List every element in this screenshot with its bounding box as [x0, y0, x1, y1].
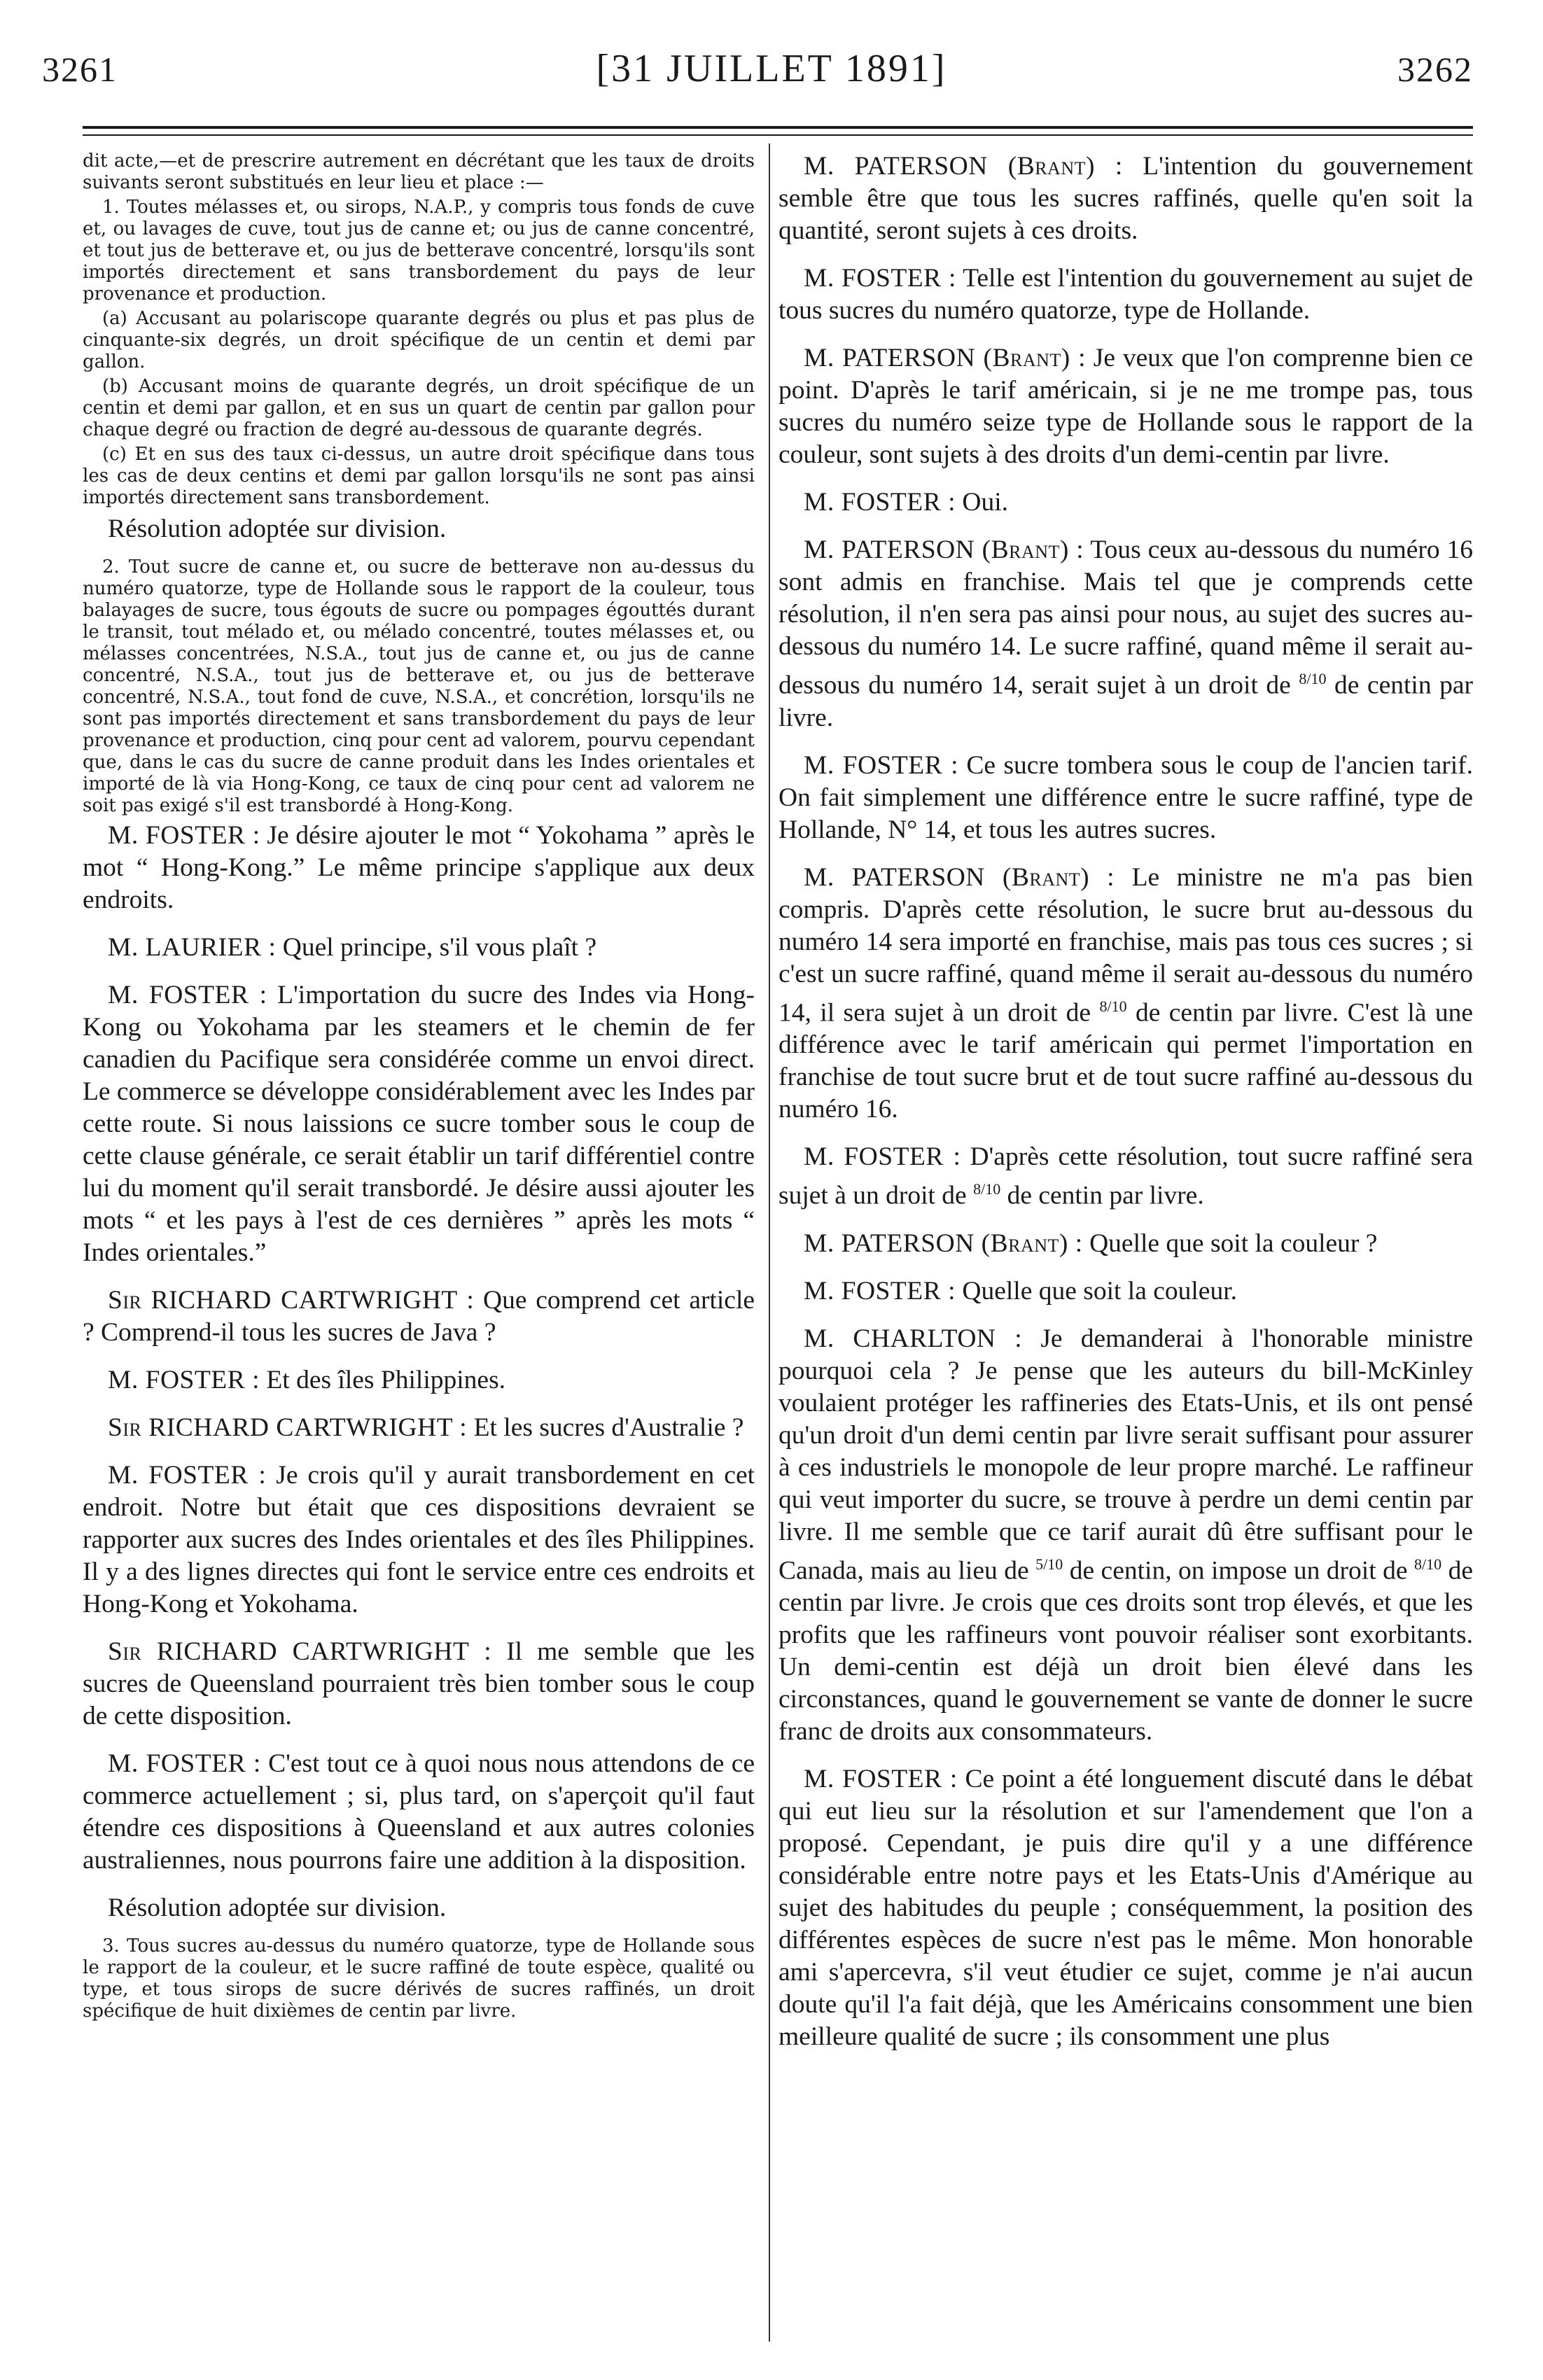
- speech-text: L'intention du gouvernement semble être que tous les sucres raffinés, quelle qu'en soit la quantité, seront sujets à ces droits.: [779, 152, 1473, 245]
- speech-text: Quel principe, s'il vous plaît ?: [282, 933, 597, 962]
- item-3: 3. Tous sucres au-dessus du numéro quatorze, type de Hollande sous le rapport de la couleur, et le sucre raffiné de toute espèce, qualité ou type, et tous sirops de sucre dérivés de sucres raffinés, un droit spécifique de huit dixièmes de centin par livre.: [83, 1935, 755, 2022]
- speaker-name: M. PATERSON (Brant) :: [804, 1228, 1083, 1258]
- speech-paragraph: [779, 342, 1473, 471]
- speaker-name: M. PATERSON (Brant) :: [804, 862, 1115, 892]
- speaker-name: M. FOSTER :: [804, 488, 956, 517]
- item-1c: (c) Et en sus des taux ci-dessus, un autre droit spécifique dans tous les cas de deux centins et demi par gallon lorsqu'ils ne sont pas ainsi importés directement sans transbordement.: [83, 444, 755, 508]
- resolution-adopted-2: Résolution adoptée sur division.: [108, 1893, 447, 1922]
- speech-paragraph: [779, 1323, 1473, 1749]
- speech-text: C'est tout ce à quoi nous nous attendons de ce commerce actuellement ; si, plus tard, on s'aperçoit qu'il faut étendre ces dispositions à Queensland et aux autres colonies australiennes, nous pourrons faire une addition à la disposition.: [83, 1749, 755, 1875]
- speech-paragraph: [83, 1748, 755, 1877]
- speaker-name: M. PATERSON (Brant) :: [804, 152, 1123, 181]
- item-1: 1. Toutes mélasses et, ou sirops, N.A.P., y compris tous fonds de cuve et, ou lavages de cuve, tout jus de canne et; ou jus de canne concentré, et tout jus de betterave et, ou jus de betterave concentré, lorsqu'ils sont importés directement et sans transbordement du pays de leur provenance et production.: [83, 197, 755, 304]
- speaker-name: M. LAURIER :: [108, 933, 277, 962]
- speaker-name: M. FOSTER :: [804, 750, 959, 780]
- speech-paragraph: [83, 1364, 755, 1396]
- page-header: [0, 0, 1543, 133]
- speaker-name: M. PATERSON (Brant) :: [804, 344, 1086, 372]
- speech-text: Que comprend cet article ? Comprend-il tous les sucres de Java ?: [83, 1286, 755, 1347]
- header-rule-thin: [83, 134, 1473, 136]
- speech-text: Il me semble que les sucres de Queensland pourraient très bien tomber sous le coup de cette disposition.: [83, 1637, 755, 1730]
- speech-paragraph: [779, 1275, 1473, 1308]
- right-page-number: 3262: [1397, 50, 1473, 89]
- resolution-adopted-1: Résolution adoptée sur division.: [108, 514, 447, 543]
- fraction: 8/10: [1099, 997, 1127, 1015]
- speech-text: D'après cette résolution, tout sucre raffiné sera sujet à un droit de: [779, 1142, 1473, 1210]
- speech-paragraph: [83, 932, 755, 964]
- speech-paragraph: [779, 262, 1473, 327]
- speech-paragraph: [779, 534, 1473, 734]
- speech-paragraph: [779, 1763, 1473, 2053]
- speaker-name: M. FOSTER :: [108, 1366, 260, 1394]
- column-divider: [769, 144, 770, 2342]
- fraction: 8/10: [1299, 670, 1327, 687]
- speech-paragraph: [83, 820, 755, 916]
- item-1b: (b) Accusant moins de quarante degrés, un droit spécifique de un centin et demi par gallon, et en sus un quart de centin par gallon pour chaque degré ou fraction de degré au-dessous de quarante degrés.: [83, 376, 755, 440]
- speech-paragraph: [83, 1412, 755, 1444]
- speech-paragraph: [779, 862, 1473, 1126]
- speech-text: Je veux que l'on comprenne bien ce point. D'après le tarif américain, si je ne me trompe pas, tous sucres du numéro seize type de Hollande sous le rapport de la couleur, sont sujets à des droits d'un demi-centin par livre.: [779, 344, 1473, 469]
- resolution-intro: dit acte,—et de prescrire autrement en décrétant que les taux de droits suivants seront substitués en leur lieu et place :—: [83, 150, 755, 193]
- speech-text: Ce sucre tombera sous le coup de l'ancien tarif. On fait simplement une différence entre le sucre raffiné, type de Hollande, N° 14, et tous les autres sucres.: [779, 750, 1473, 844]
- speech-paragraph: [83, 1284, 755, 1349]
- item-1a: (a) Accusant au polariscope quarante degrés ou plus et pas plus de cinquante-six degrés, un droit spécifique de un centin et demi par gallon.: [83, 308, 755, 372]
- speech-text: Et les sucres d'Australie ?: [473, 1413, 744, 1442]
- speaker-name: M. FOSTER :: [108, 821, 260, 850]
- speech-paragraph: [83, 979, 755, 1269]
- speech-text: Quelle que soit la couleur.: [962, 1276, 1237, 1306]
- speech-text: Tous ceux au-dessous du numéro 16 sont admis en franchise. Mais tel que je comprends cette résolution, il n'en sera pas ainsi pour nous, au sujet des sucres au-dessous du numéro 14. Le sucre raffiné, quand même il serait au-dessous du numéro 14, serait sujet à un droit de: [779, 536, 1473, 700]
- speech-text: Telle est l'intention du gouvernement au sujet de tous sucres du numéro quatorze, type de Hollande.: [779, 264, 1473, 325]
- right-column: [779, 150, 1473, 2362]
- speech-text: Je crois qu'il y aurait transbordement en cet endroit. Notre but était que ces dispositions devraient se rapporter aux sucres des Indes orientales et des îles Philippines. Il y a des lignes directes qui font le service entre ces endroits et Hong-Kong et Yokohama.: [83, 1461, 755, 1618]
- item-2: 2. Tout sucre de canne et, ou sucre de betterave non au-dessus du numéro quatorze, type de Hollande sous le rapport de la couleur, tous balayages de sucre, tous égouts de sucre ou pompages égouttés durant le transit, tout mélado et, ou mélado concentré, toutes mélasses et, ou mélasses concentrées, N.S.A., tout jus de canne et, ou jus de canne concentré, N.S.A., tout jus de betterave et, ou jus de betterave concentré, N.S.A., tout fond de cuve, N.S.A., et concrétion, lorsqu'ils ne sont pas importés directement et sans transbordement du pays de leur provenance et production, cinq pour cent ad valorem, pourvu cependant que, dans le cas du sucre de canne produit dans les Indes orientales et importé de là via Hong-Kong, ce taux de cinq pour cent ad valorem ne soit pas exigé s'il est transbordé à Hong-Kong.: [83, 556, 755, 816]
- speaker-name: M. PATERSON (Brant) :: [804, 536, 1084, 564]
- fraction: 8/10: [973, 1180, 1001, 1198]
- speech-text: de centin par livre.: [1007, 1181, 1204, 1210]
- speaker-name: Sir RICHARD CARTWRIGHT :: [108, 1413, 468, 1442]
- speech-paragraph: [779, 750, 1473, 846]
- speech-text: de centin par livre. C'est là une différence avec le tarif américain qui permet l'importation en franchise de tout sucre brut et de tout sucre raffiné au-dessous du numéro 16.: [779, 998, 1473, 1124]
- speech-paragraph: [779, 486, 1473, 519]
- speaker-name: Sir RICHARD CARTWRIGHT :: [108, 1637, 492, 1666]
- speech-text: Ce point a été longuement discuté dans le débat qui eut lieu sur la résolution et sur l'amendement que l'on a proposé. Cependant, je puis dire qu'il y a une différence considérable entre notre pays et les Etats-Unis d'Amérique au sujet des habitudes du peuple ; conséquemment, la position des différentes espèces de sucre n'est pas le même. Mon honorable ami s'apercevra, s'il veut étudier ce sujet, comme je n'ai aucun doute qu'il l'a fait déjà, que les Américains consomment une bien meilleure qualité de sucre ; ils consomment une plus: [779, 1765, 1473, 2051]
- speech-text: Et des îles Philippines.: [266, 1366, 506, 1394]
- speech-paragraph: [83, 1460, 755, 1620]
- header-rule-thick: [83, 126, 1473, 129]
- speaker-name: M. FOSTER :: [108, 981, 267, 1009]
- speech-paragraph: [83, 1636, 755, 1732]
- speech-text: Le ministre ne m'a pas bien compris. D'après cette résolution, le sucre brut au-dessous du numéro 14 sera importé en franchise, mais pas tous ces sucres ; si c'est un sucre raffiné, quand même il serait au-dessous du numéro 14, il sera sujet à un droit de: [779, 862, 1473, 1027]
- speech-text: Quelle que soit la couleur ?: [1089, 1228, 1378, 1258]
- speech-paragraph: [779, 1141, 1473, 1212]
- speech-text: de centin, on impose un droit de: [1069, 1556, 1408, 1585]
- page-date-title: [31 JUILLET 1891]: [596, 47, 947, 90]
- speaker-name: M. FOSTER :: [804, 1765, 958, 1793]
- speaker-name: M. FOSTER :: [108, 1749, 261, 1778]
- speech-text: de centin par livre. Je crois que ces droits sont trop élevés, et que les profits que les raffineurs vont pouvoir réaliser sont exorbitants. Un demi-centin est déjà un droit bien élevé dans les circonstances, quand le gouvernement se vante de donner le sucre franc de droits aux consommateurs.: [779, 1556, 1473, 1746]
- speaker-name: M. FOSTER :: [108, 1461, 267, 1490]
- speaker-name: M. FOSTER :: [804, 1276, 956, 1306]
- speech-text: L'importation du sucre des Indes via Hong-Kong ou Yokohama par les steamers et le chemin de fer canadien du Pacifique sera considérée comme un envoi direct. Le commerce se développe considérablement avec les Indes par cette route. Si nous laissions ce sucre tomber sous le coup de cette clause générale, ce serait établir un tarif différentiel contre lui du moment qu'il serait transbordé. Je désire aussi ajouter les mots “ et les pays à l'est de ces dernières ” après les mots “ Indes orientales.”: [83, 981, 755, 1267]
- speaker-name: M. CHARLTON :: [804, 1324, 1023, 1353]
- speech-text: Oui.: [962, 488, 1009, 517]
- speech-text: Je demanderai à l'honorable ministre pourquoi cela ? Je pense que les auteurs du bill-McKinley voulaient protéger les raffineries des Etats-Unis, et ils ont pensé qu'un droit d'un demi centin par livre serait suffisant pour assurer à ces industriels le monopole de leur propre marché. Le raffineur qui veut importer du sucre, se trouve à perdre un demi centin par livre. Il me semble que ce tarif aurait dû être suffisant pour le Canada, mais au lieu de: [779, 1324, 1473, 1585]
- speech-text: Je désire ajouter le mot “ Yokohama ” après le mot “ Hong-Kong.” Le même principe s'applique aux deux endroits.: [83, 821, 755, 914]
- speech-paragraph: [779, 150, 1473, 247]
- speaker-name: M. FOSTER :: [804, 264, 956, 293]
- left-page-number: 3261: [42, 50, 118, 89]
- fraction: 5/10: [1035, 1555, 1063, 1573]
- speaker-name: Sir RICHARD CARTWRIGHT :: [108, 1286, 475, 1315]
- speech-paragraph: [779, 1228, 1473, 1260]
- left-column: [83, 150, 755, 2362]
- fraction: 8/10: [1414, 1555, 1442, 1573]
- speaker-name: M. FOSTER :: [804, 1142, 961, 1171]
- speech-text: de centin par livre.: [779, 671, 1473, 732]
